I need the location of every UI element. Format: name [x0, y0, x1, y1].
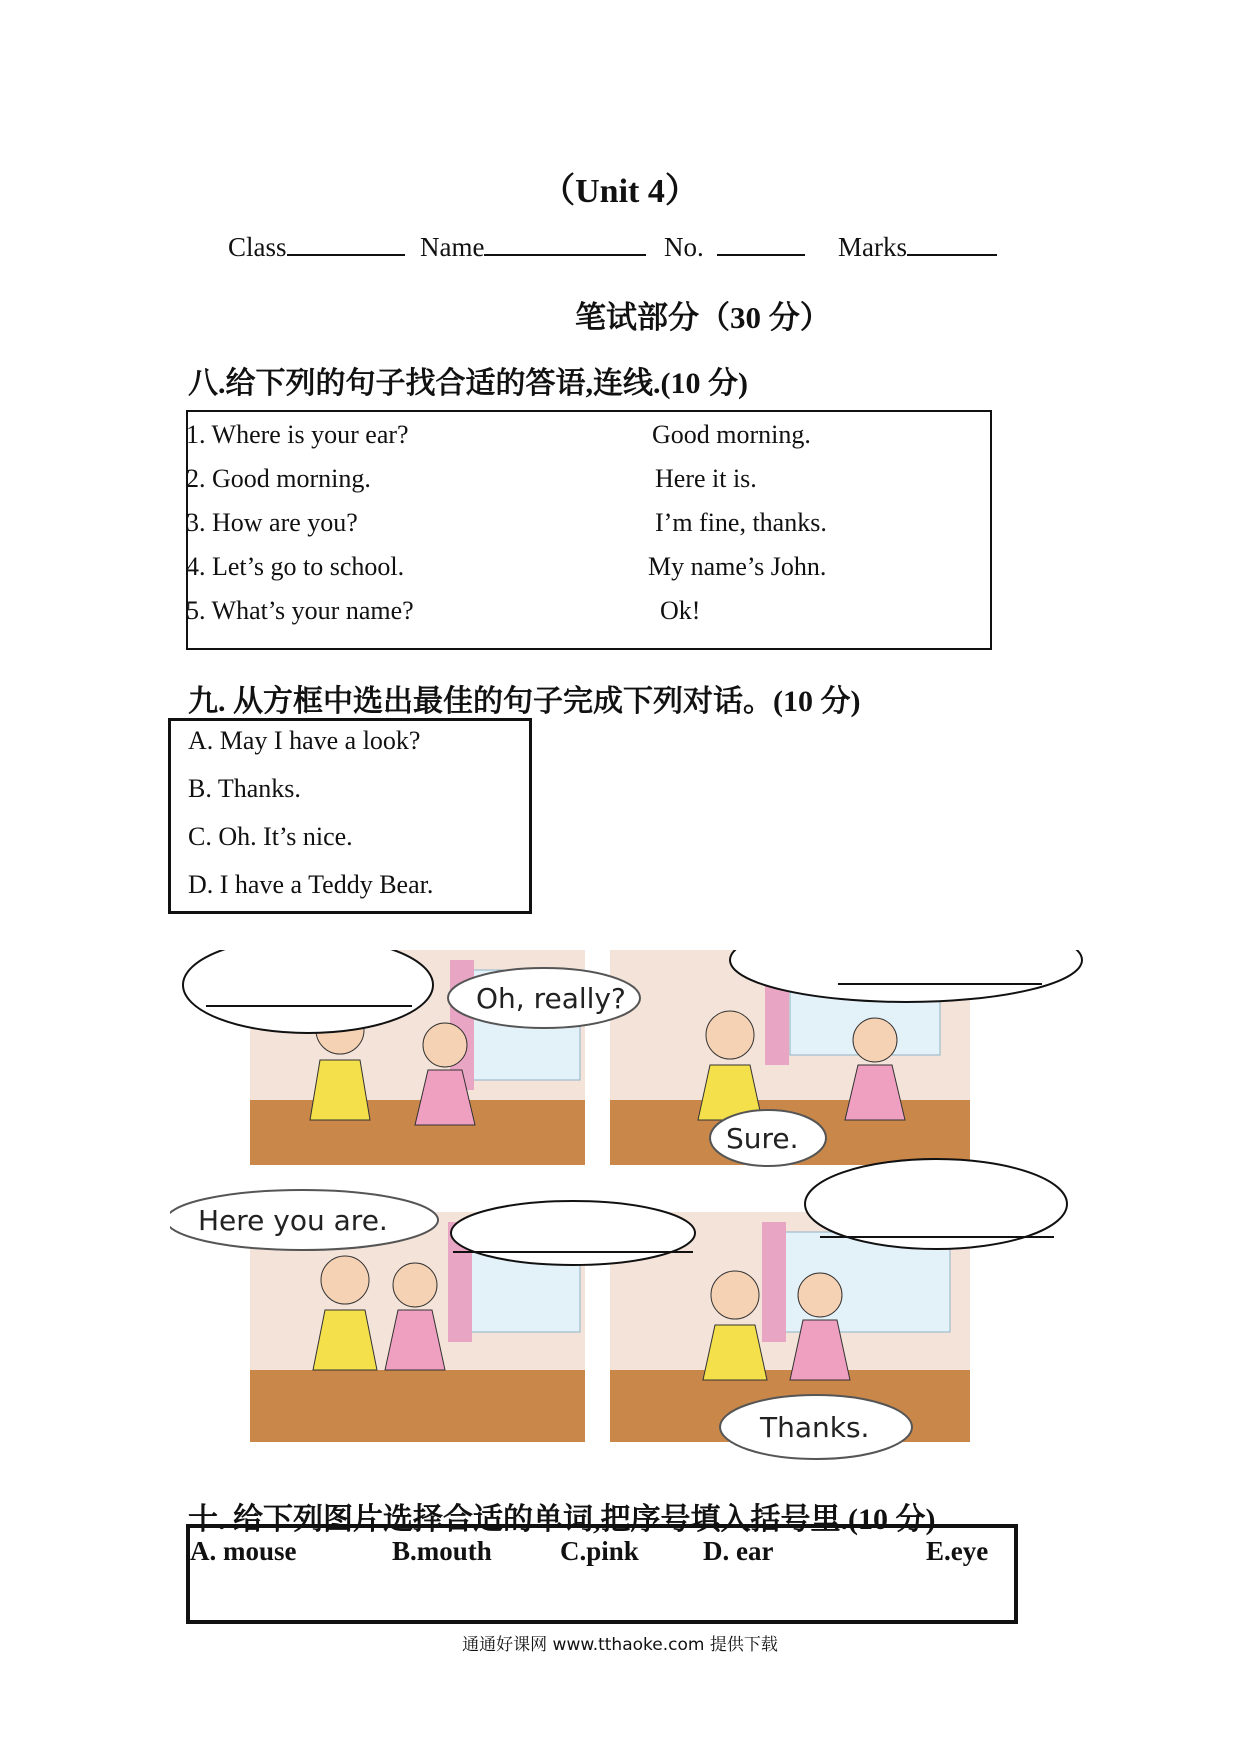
answer-2[interactable]: Here it is. — [655, 464, 757, 493]
speech-bubble-1-text: Oh, really? — [476, 982, 626, 1015]
section10-heading: 十. 给下列图片选择合适的单词,把序号填入括号里.(10 分) — [188, 1503, 936, 1536]
option-c: C. Oh. It’s nice. — [188, 822, 353, 851]
question-2[interactable]: 2. Good morning. — [186, 464, 371, 493]
section9-heading: 九. 从方框中选出最佳的句子完成下列对话。(10 分) — [188, 685, 861, 718]
option-d: D. I have a Teddy Bear. — [188, 870, 434, 899]
word-a: A. mouse — [190, 1536, 297, 1566]
class-blank[interactable] — [287, 253, 405, 256]
comic-illustration — [170, 950, 1160, 1470]
word-e: E.eye — [926, 1536, 989, 1566]
speech-bubble-2-text: Sure. — [726, 1122, 799, 1155]
word-b: B.mouth — [392, 1536, 492, 1566]
number-blank[interactable] — [717, 253, 805, 256]
option-b: B. Thanks. — [188, 774, 301, 803]
name-field — [420, 232, 646, 263]
name-label: Name — [420, 232, 485, 262]
written-part-subtitle: 笔试部分（30 分） — [575, 300, 831, 335]
option-a: A. May I have a look? — [188, 726, 421, 755]
question-5[interactable]: 5. What’s your name? — [186, 596, 414, 625]
speech-bubble-4-text: Thanks. — [760, 1411, 870, 1444]
class-field — [228, 232, 405, 263]
answer-bubble-3[interactable] — [451, 1201, 695, 1265]
marks-blank[interactable] — [907, 253, 997, 256]
question-1[interactable]: 1. Where is your ear? — [186, 420, 409, 449]
question-3[interactable]: 3. How are you? — [186, 508, 358, 537]
footer-credit: 通通好课网 www.tthaoke.com 提供下载 — [462, 1635, 778, 1655]
speech-bubble-3-text: Here you are. — [198, 1204, 388, 1237]
word-c: C.pink — [560, 1536, 639, 1566]
answer-4[interactable]: My name’s John. — [648, 552, 827, 581]
class-label: Class — [228, 232, 287, 262]
number-field — [664, 232, 805, 263]
number-label: No. — [664, 232, 704, 262]
section8-heading: 八.给下列的句子找合适的答语,连线.(10 分) — [188, 367, 748, 400]
answer-bubble-4[interactable] — [805, 1159, 1067, 1249]
question-4[interactable]: 4. Let’s go to school. — [186, 552, 405, 581]
answer-5[interactable]: Ok! — [660, 596, 701, 625]
marks-field — [838, 232, 997, 263]
name-blank[interactable] — [484, 253, 646, 256]
marks-label: Marks — [838, 232, 907, 262]
answer-1[interactable]: Good morning. — [652, 420, 811, 449]
word-d: D. ear — [703, 1536, 774, 1566]
answer-3[interactable]: I’m fine, thanks. — [655, 508, 827, 537]
page-title: （Unit 4） — [541, 173, 699, 210]
